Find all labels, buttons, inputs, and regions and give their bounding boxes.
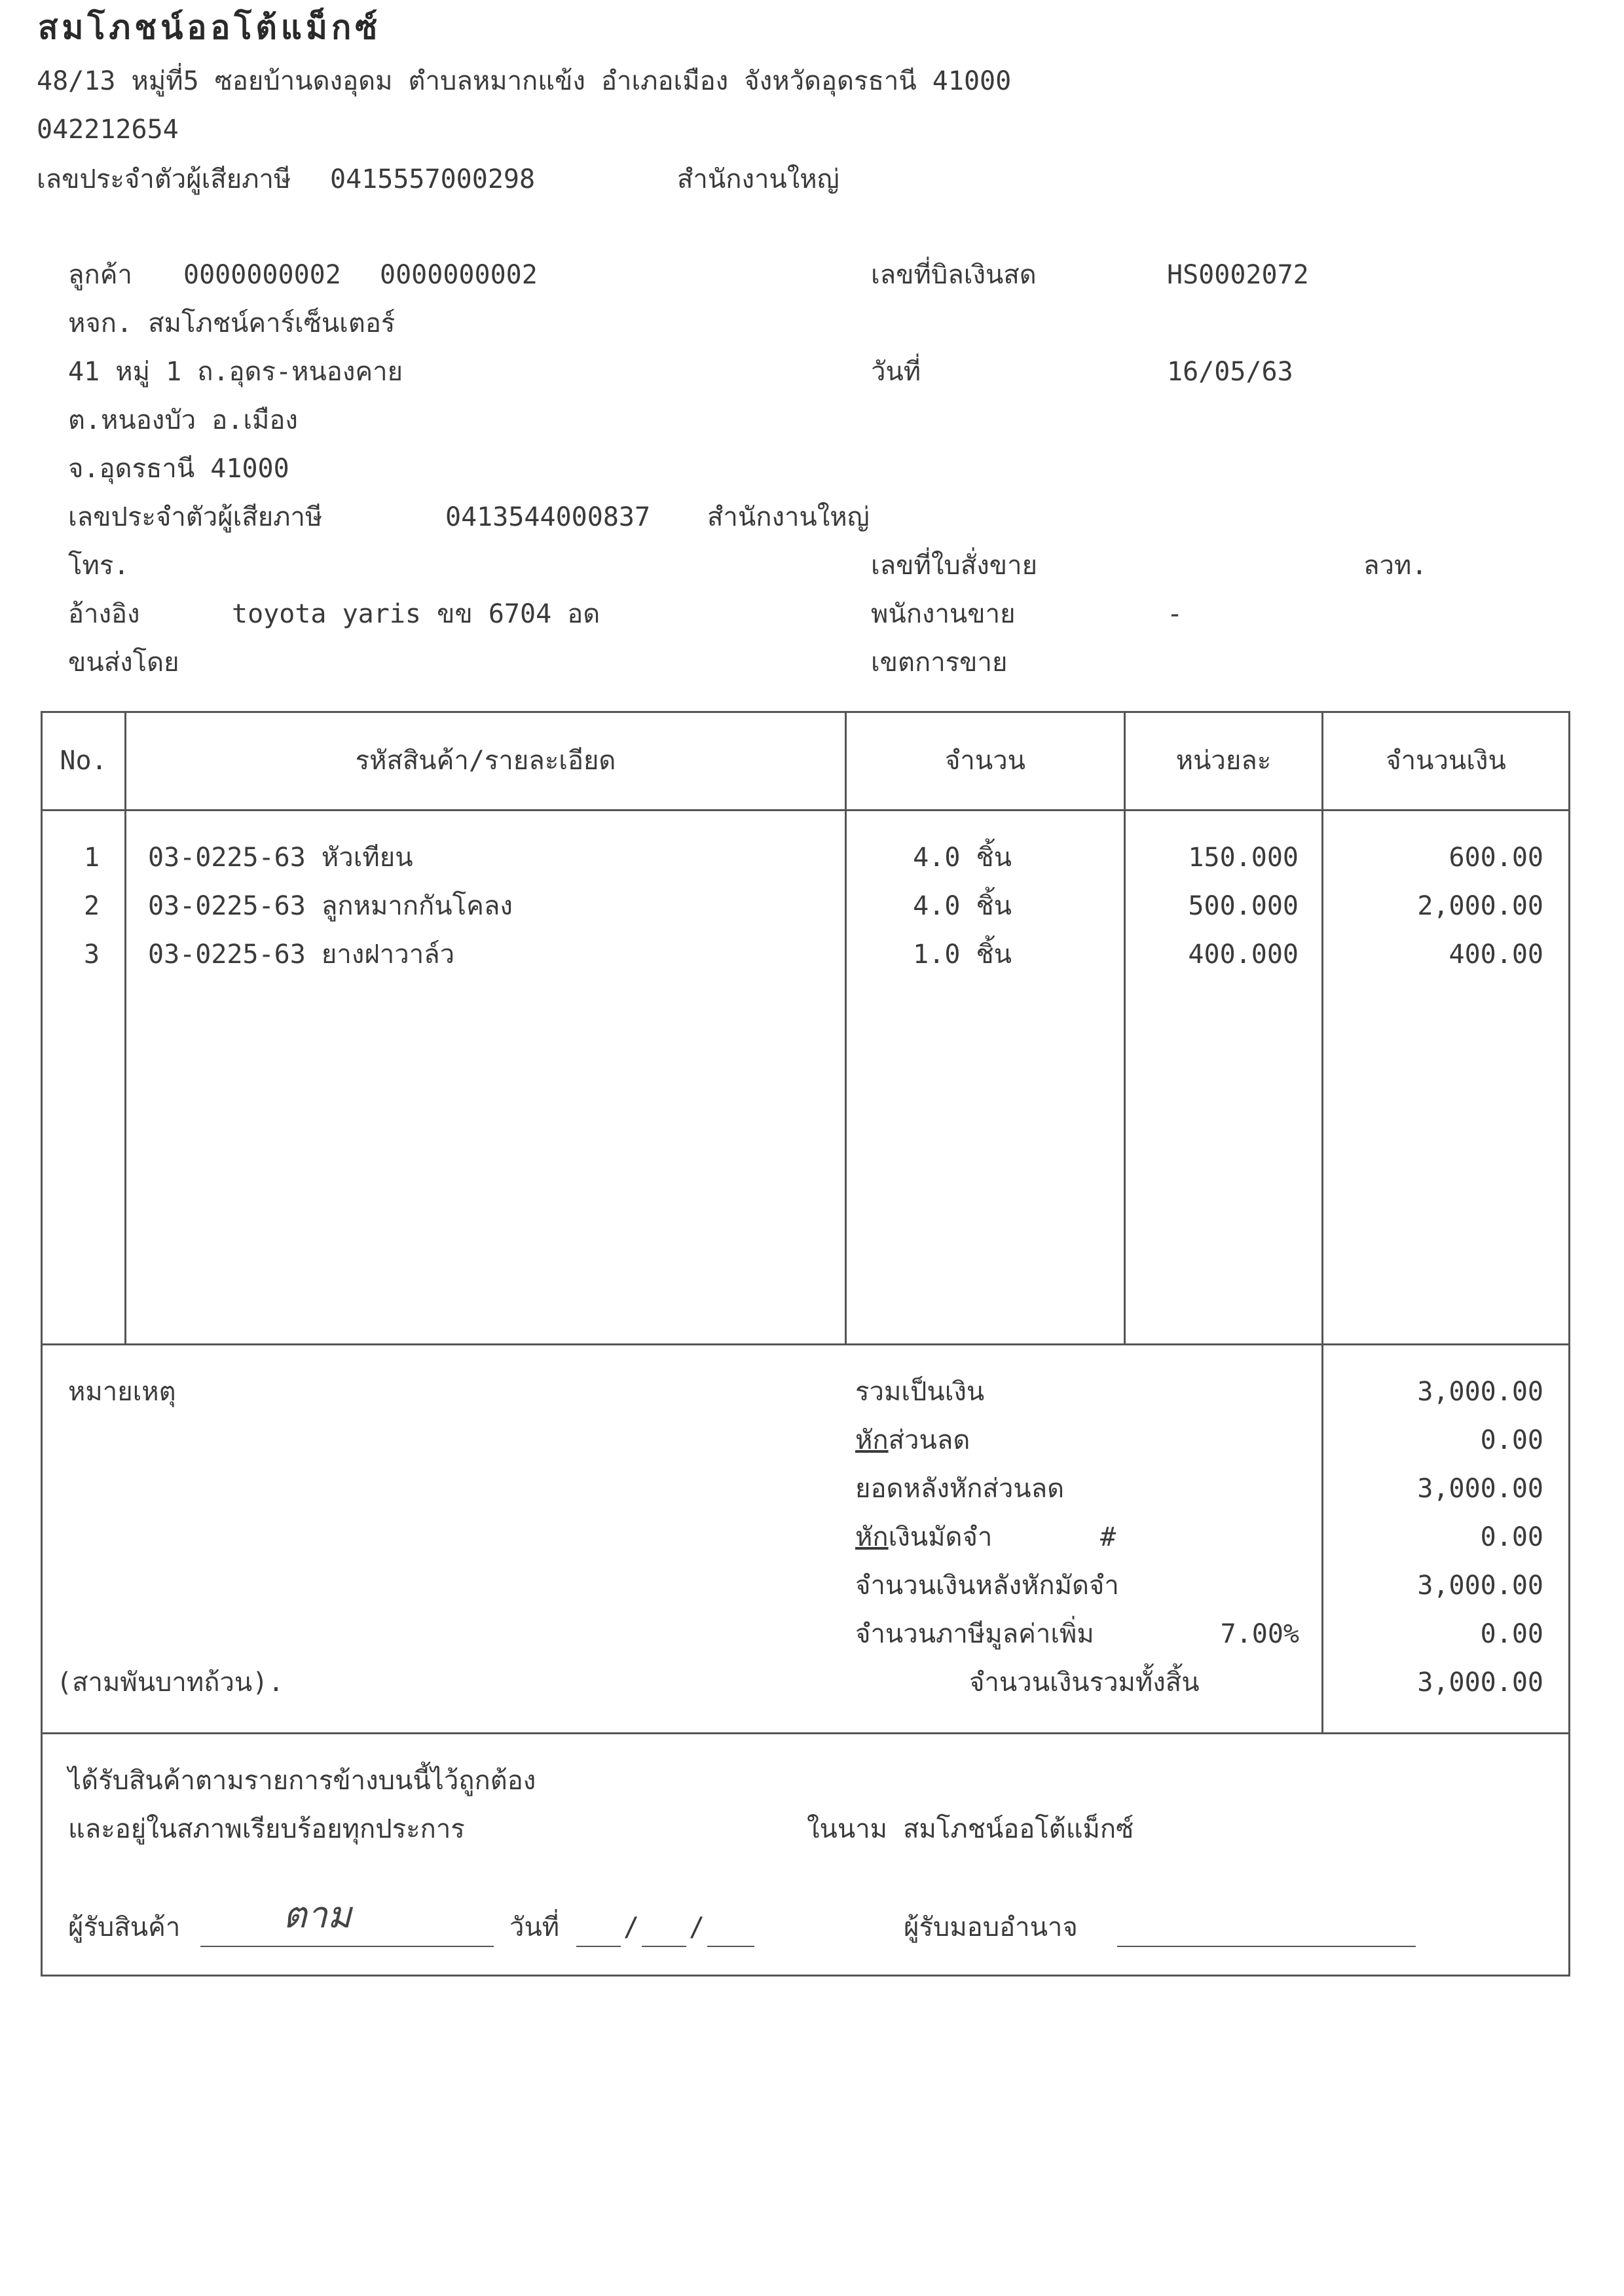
received-statement-2: และอยู่ในสภาพเรียบร้อยทุกประการ [68,1814,465,1844]
date-year-blank [707,1946,754,1947]
table-row-unit-price: 500.000 [1188,891,1299,921]
bill-date: 16/05/63 [1167,357,1293,387]
discount-value: 0.00 [1480,1425,1543,1455]
amount-in-words: (สามพันบาทถ้วน). [56,1667,284,1698]
customer-address-3: จ.อุดรธานี 41000 [68,454,289,484]
receiver-signature-line [200,1946,494,1947]
table-row-unit-price: 150.000 [1188,843,1299,873]
table-row-amount: 600.00 [1449,843,1543,873]
discount-label: หักส่วนลด [855,1425,970,1455]
customer-branch: สำนักงานใหญ่ [707,502,870,532]
grand-total-value: 3,000.00 [1417,1667,1543,1698]
table-right-border [1568,711,1570,1977]
date-day-blank [576,1946,621,1947]
col-divider-qty [1124,711,1126,1345]
date-slash: / [689,1912,705,1942]
table-row-quantity: 1.0 ชิ้น [913,939,1012,970]
date-label: วันที่ [871,357,921,387]
remark-label: หมายเหตุ [68,1377,176,1407]
table-row-no: 2 [83,891,100,921]
date-month-blank [642,1946,686,1947]
total-value: 3,000.00 [1417,1377,1543,1407]
company-tax-id: 0415557000298 [330,164,536,194]
deposit-value: 0.00 [1480,1522,1543,1552]
date-slash: / [623,1912,640,1942]
customer-reference-value: toyota yaris ขข 6704 อด [232,599,600,629]
after-discount-label: ยอดหลังหักส่วนลด [855,1474,1065,1504]
customer-code-2: 0000000002 [380,260,538,290]
after-deposit-value: 3,000.00 [1417,1571,1543,1601]
company-branch: สำนักงานใหญ่ [677,164,840,194]
bill-no-label: เลขที่บิลเงินสด [871,260,1037,290]
header-quantity: จำนวน [944,746,1026,776]
receive-date-label: วันที่ [509,1912,560,1942]
vat-label: จำนวนภาษีมูลค่าเพิ่ม [855,1619,1094,1649]
vat-rate: 7.00% [1220,1619,1299,1649]
authorized-signature-line [1117,1946,1416,1947]
header-no: No. [60,746,107,776]
shipping-label: ขนส่งโดย [68,647,179,678]
customer-label: ลูกค้า [68,260,132,290]
received-statement-1: ได้รับสินค้าตามรายการข้างบนนี้ไว้ถูกต้อง [68,1766,536,1796]
company-address: 48/13 หมู่ที่5 ซอยบ้านดงอุดม ตำบลหมากแข้ง อำเภอเมือง จังหวัดอุดรธานี 41000 [37,66,1012,96]
header-description: รหัสสินค้า/รายละเอียด [355,746,616,776]
vat-value: 0.00 [1480,1619,1543,1649]
company-name: สมโภชน์ออโต้แม็กซ์ [38,9,382,46]
customer-phone-label: โทร. [68,551,130,581]
header-amount: จำนวนเงิน [1386,746,1506,776]
table-header-divider [41,809,1570,811]
customer-address-1: 41 หมู่ 1 ถ.อุดร-หนองคาย [68,357,403,387]
table-row-no: 1 [83,843,100,873]
customer-tax-label: เลขประจำตัวผู้เสียภาษี [68,502,323,532]
customer-tax-id: 0413544000837 [445,502,651,532]
customer-name: หจก. สมโภชน์คาร์เซ็นเตอร์ [68,308,396,338]
header-unit-price: หน่วยละ [1175,746,1272,776]
salesperson-value: - [1167,599,1183,629]
receiver-signature: ตาม [283,1894,352,1937]
deposit-hash: # [1100,1522,1116,1552]
bill-no: HS0002072 [1167,260,1309,290]
authorized-label: ผู้รับมอบอำนาจ [904,1912,1078,1942]
order-no-extra: ลวท. [1363,551,1428,581]
customer-address-2: ต.หนองบัว อ.เมือง [68,405,298,435]
salesperson-label: พนักงานขาย [871,599,1016,629]
company-phone: 042212654 [37,115,179,145]
table-row-no: 3 [83,939,100,970]
grand-total-label: จำนวนเงินรวมทั้งสิ้น [969,1667,1200,1698]
summary-bottom [41,1732,1570,1734]
receiver-label: ผู้รับสินค้า [68,1912,181,1942]
table-row-unit-price: 400.000 [1188,939,1299,970]
after-deposit-label: จำนวนเงินหลังหักมัดจำ [855,1571,1119,1601]
table-row-quantity: 4.0 ชิ้น [913,843,1012,873]
footer-bottom [41,1975,1570,1977]
total-label: รวมเป็นเงิน [855,1377,985,1407]
table-row-description: 03-0225-63 หัวเทียน [148,843,413,873]
table-body-bottom [41,1343,1570,1345]
col-divider-no [124,711,126,1345]
sales-area-label: เขตการขาย [871,647,1008,678]
order-no-label: เลขที่ใบสั่งขาย [871,551,1038,581]
table-row-description: 03-0225-63 ลูกหมากกันโคลง [148,891,513,921]
customer-code-1: 0000000002 [183,260,341,290]
deposit-label: หักเงินมัดจำ [855,1522,993,1552]
customer-reference-label: อ้างอิง [68,599,140,629]
company-tax-label: เลขประจำตัวผู้เสียภาษี [37,164,291,194]
table-row-quantity: 4.0 ชิ้น [913,891,1012,921]
on-behalf-of: ในนาม สมโภชน์ออโต้แม็กซ์ [807,1814,1134,1844]
table-row-description: 03-0225-63 ยางฝาวาล์ว [148,939,455,970]
after-discount-value: 3,000.00 [1417,1474,1543,1504]
table-row-amount: 400.00 [1449,939,1543,970]
table-top-border [41,711,1570,713]
col-divider-desc [845,711,847,1345]
table-row-amount: 2,000.00 [1417,891,1543,921]
